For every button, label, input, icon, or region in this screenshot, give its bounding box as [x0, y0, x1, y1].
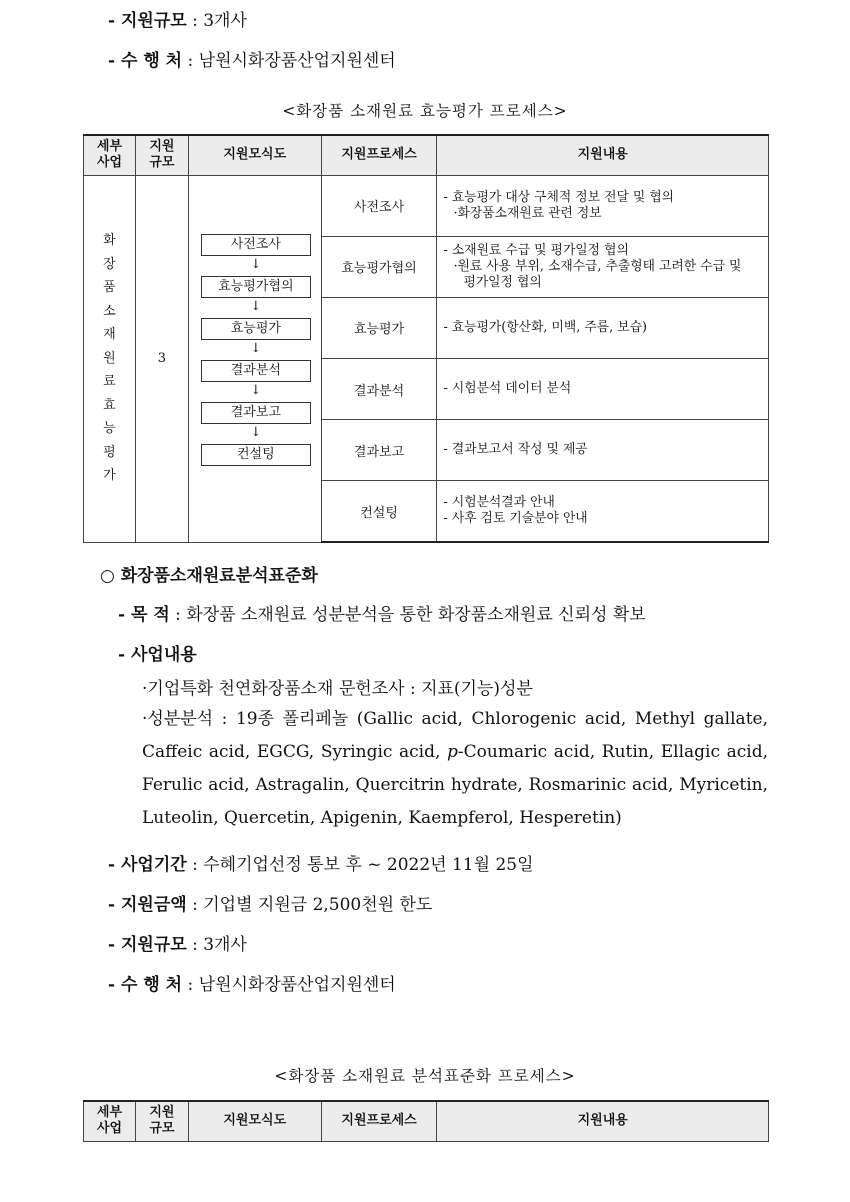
table2-header-diagram: 지원모식도 [188, 1101, 321, 1141]
table1-content-2: - 소재원료 수급 및 평가일정 협의 ·원료 사용 부위, 소재수급, 추출형태 고려한 수급 및 평가일정 협의 [437, 236, 769, 297]
period-value: 수혜기업선정 통보 후 ~ 2022년 11월 25일 [203, 855, 534, 875]
flow-box-5: 결과보고 [201, 402, 311, 424]
table1-content-5: - 결과보고서 작성 및 제공 [437, 420, 769, 481]
table1-header-diagram: 지원모식도 [188, 135, 321, 175]
table1-content-6: - 시험분석결과 안내 - 사후 검토 기술분야 안내 [437, 481, 769, 542]
flow-arrow-icon: ↓ [250, 382, 262, 398]
top-scale-value: 3개사 [203, 11, 247, 31]
section2-heading: ○ 화장품소재원료분석표준화 [100, 566, 318, 586]
purpose-label: 목 적 [130, 605, 170, 625]
flow-arrow-icon: ↓ [250, 340, 262, 356]
flow-box-2: 효능평가협의 [201, 276, 311, 298]
table1-content-1: - 효능평가 대상 구체적 정보 전달 및 협의 ·화장품소재원료 관련 정보 [437, 175, 769, 236]
table2-caption: <화장품 소재원료 분석표준화 프로세스> [274, 1067, 576, 1085]
flow-box-6: 컨설팅 [201, 444, 311, 466]
table1-process-6: 컨설팅 [321, 481, 437, 542]
top-performer-item: - 수 행 처 : 남원시화장품산업지원센터 [108, 51, 396, 71]
table1-process-2: 효능평가협의 [321, 236, 437, 297]
purpose-item: - 목 적 : 화장품 소재원료 성분분석을 통한 화장품소재원료 신뢰성 확보 [118, 605, 646, 625]
business-item: - 사업내용 [118, 645, 197, 665]
table1-flow-diagram [188, 175, 321, 542]
purpose-value: 화장품 소재원료 성분분석을 통한 화장품소재원료 신뢰성 확보 [186, 605, 646, 625]
performer-label: 수 행 처 [120, 975, 183, 995]
table1-header-detail: 세부 사업 [84, 135, 136, 175]
table1-header-scale: 지원 규모 [135, 135, 188, 175]
scale-item: - 지원규모 : 3개사 [108, 935, 247, 955]
performer-value: 남원시화장품산업지원센터 [198, 975, 396, 995]
period-item: - 사업기간 : 수혜기업선정 통보 후 ~ 2022년 11월 25일 [108, 855, 534, 875]
table2-header-process: 지원프로세스 [321, 1101, 437, 1141]
table1 [83, 134, 769, 543]
table1-caption: <화장품 소재원료 효능평가 프로세스> [282, 102, 568, 120]
top-performer-label: 수 행 처 [120, 51, 183, 71]
amount-value: 기업별 지원금 2,500천원 한도 [203, 895, 433, 915]
amount-item: - 지원금액 : 기업별 지원금 2,500천원 한도 [108, 895, 433, 915]
amount-label: 지원금액 [120, 895, 187, 915]
table1-content-3: - 효능평가(항산화, 미백, 주름, 보습) [437, 297, 769, 358]
table1-process-3: 효능평가 [321, 297, 437, 358]
table1-content-4: - 시험분석 데이터 분석 [437, 358, 769, 419]
table2-header-scale: 지원 규모 [135, 1101, 188, 1141]
scale-label: 지원규모 [120, 935, 187, 955]
business-label: 사업내용 [130, 645, 197, 665]
table1-process-4: 결과분석 [321, 358, 437, 419]
flow-box-1: 사전조사 [201, 234, 311, 256]
top-performer-value: 남원시화장품산업지원센터 [198, 51, 396, 71]
flow-box-3: 효능평가 [201, 318, 311, 340]
table1-process-1: 사전조사 [321, 175, 437, 236]
bullet-analysis: ·성분분석 : 19종 폴리페놀 (Gallic acid, Chlorogenic acid, Methyl gallate, Caffeic acid, EGCG, Syringic acid, p-Coumaric acid, Rutin, Ellagic acid, Ferulic acid, Astragalin, Quercitrin hydrate, Rosmarinic acid, Myricetin, Luteolin, Quercetin, Apigenin, Kaempferol, Hesperetin) [142, 709, 768, 828]
table1-detail-business: 화장품소재원료효능평가 [84, 175, 136, 542]
bullet-literature: ·기업특화 천연화장품소재 문헌조사 : 지표(기능)성분 [142, 679, 533, 699]
table2-header-content: 지원내용 [437, 1101, 769, 1141]
table1-header-process: 지원프로세스 [321, 135, 437, 175]
period-label: 사업기간 [120, 855, 187, 875]
flow-arrow-icon: ↓ [250, 256, 262, 272]
scale-value: 3개사 [203, 935, 247, 955]
table2 [83, 1100, 769, 1142]
flow-arrow-icon: ↓ [250, 298, 262, 314]
table1-process-5: 결과보고 [321, 420, 437, 481]
performer-item: - 수 행 처 : 남원시화장품산업지원센터 [108, 975, 396, 995]
flow-box-4: 결과분석 [201, 360, 311, 382]
flow-arrow-icon: ↓ [250, 424, 262, 440]
top-scale-item: - 지원규모 : 3개사 [108, 11, 247, 31]
top-scale-label: 지원규모 [120, 11, 187, 31]
table2-header-detail: 세부 사업 [84, 1101, 136, 1141]
table1-header-content: 지원내용 [437, 135, 769, 175]
table1-support-scale: 3 [135, 175, 188, 542]
